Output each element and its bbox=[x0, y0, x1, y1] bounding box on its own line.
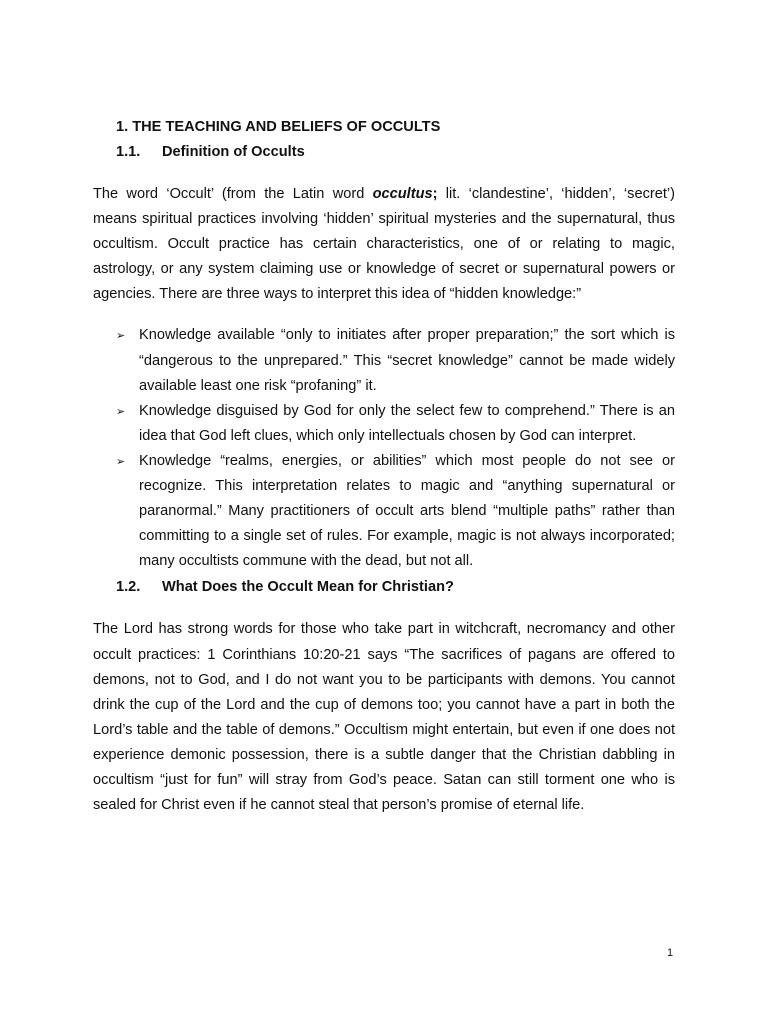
page-number: 1 bbox=[667, 947, 674, 959]
section-title: Definition of Occults bbox=[162, 144, 305, 160]
section-number: 1.1. bbox=[116, 144, 141, 160]
list-item-text: Knowledge “realms, energies, or abilities” which most people do not see or recognize. This interpretation relates to magic and “anything supernatural or paranormal.” Many practitioners of occult arts blend “multiple paths” rather than committing to a single set of rules. For example, magic is not always incorporated; many occultists commune with the dead, but not all. bbox=[139, 452, 675, 570]
section-number: 1.2. bbox=[116, 579, 141, 596]
arrow-bullet-icon: ➢ bbox=[116, 454, 126, 468]
section-heading-1-1 bbox=[93, 140, 675, 165]
section-title: What Does the Occult Mean for Christian? bbox=[162, 579, 454, 596]
list-item bbox=[116, 449, 675, 574]
arrow-bullet-icon: ➢ bbox=[116, 329, 126, 343]
section-heading-1-2 bbox=[93, 575, 675, 600]
latin-term: occultus bbox=[372, 186, 433, 202]
arrow-bullet-icon: ➢ bbox=[116, 404, 126, 418]
definition-paragraph bbox=[93, 182, 675, 307]
interpretation-list bbox=[93, 323, 675, 574]
list-item-text: Knowledge disguised by God for only the select few to comprehend.” There is an idea that God left clues, which only intellectuals chosen by God can interpret. bbox=[139, 402, 675, 444]
list-item bbox=[116, 399, 675, 449]
paragraph-text-rest: lit. ‘clandestine’, ‘hidden’, ‘secret’) means spiritual practices involving ‘hidden’ spiritual mysteries and the supernatural, thus occultism. Occult practice has certain characteristics, one of or relating to magic, astrology, or any system claiming use or knowledge of secret or supernatural powers or agencies. There are three ways to interpret this idea of “hidden knowledge:” bbox=[93, 186, 676, 303]
latin-term-semicolon: ; bbox=[432, 186, 438, 202]
list-item-text: Knowledge available “only to initiates after proper preparation;” the sort which is “dangerous to the unprepared.” This “secret knowledge” cannot be made widely available least one risk “profaning” it. bbox=[139, 327, 675, 394]
christian-paragraph: The Lord has strong words for those who take part in witchcraft, necromancy and other occult practices: 1 Corinthians 10:20-21 says “The sacrifices of pagans are offered to demons, not to God, and I do not want you to be participants with demons. You cannot drink the cup of the Lord and the cup of demons too; you cannot have a part in both the Lord’s table and the table of demons.” Occultism might entertain, but even if one does not experience demonic possession, there is a subtle danger that the Christian dabbling in occultism “just for fun” will stray from God’s peace. Satan can still torment one who is sealed for Christ even if he cannot steal that person’s promise of eternal life. bbox=[93, 621, 675, 814]
chapter-heading: 1. THE TEACHING AND BELIEFS OF OCCULTS bbox=[116, 119, 441, 135]
page-content bbox=[93, 115, 675, 818]
list-item bbox=[116, 323, 675, 398]
paragraph-text-start: The word ‘Occult’ (from the Latin word bbox=[93, 186, 373, 202]
